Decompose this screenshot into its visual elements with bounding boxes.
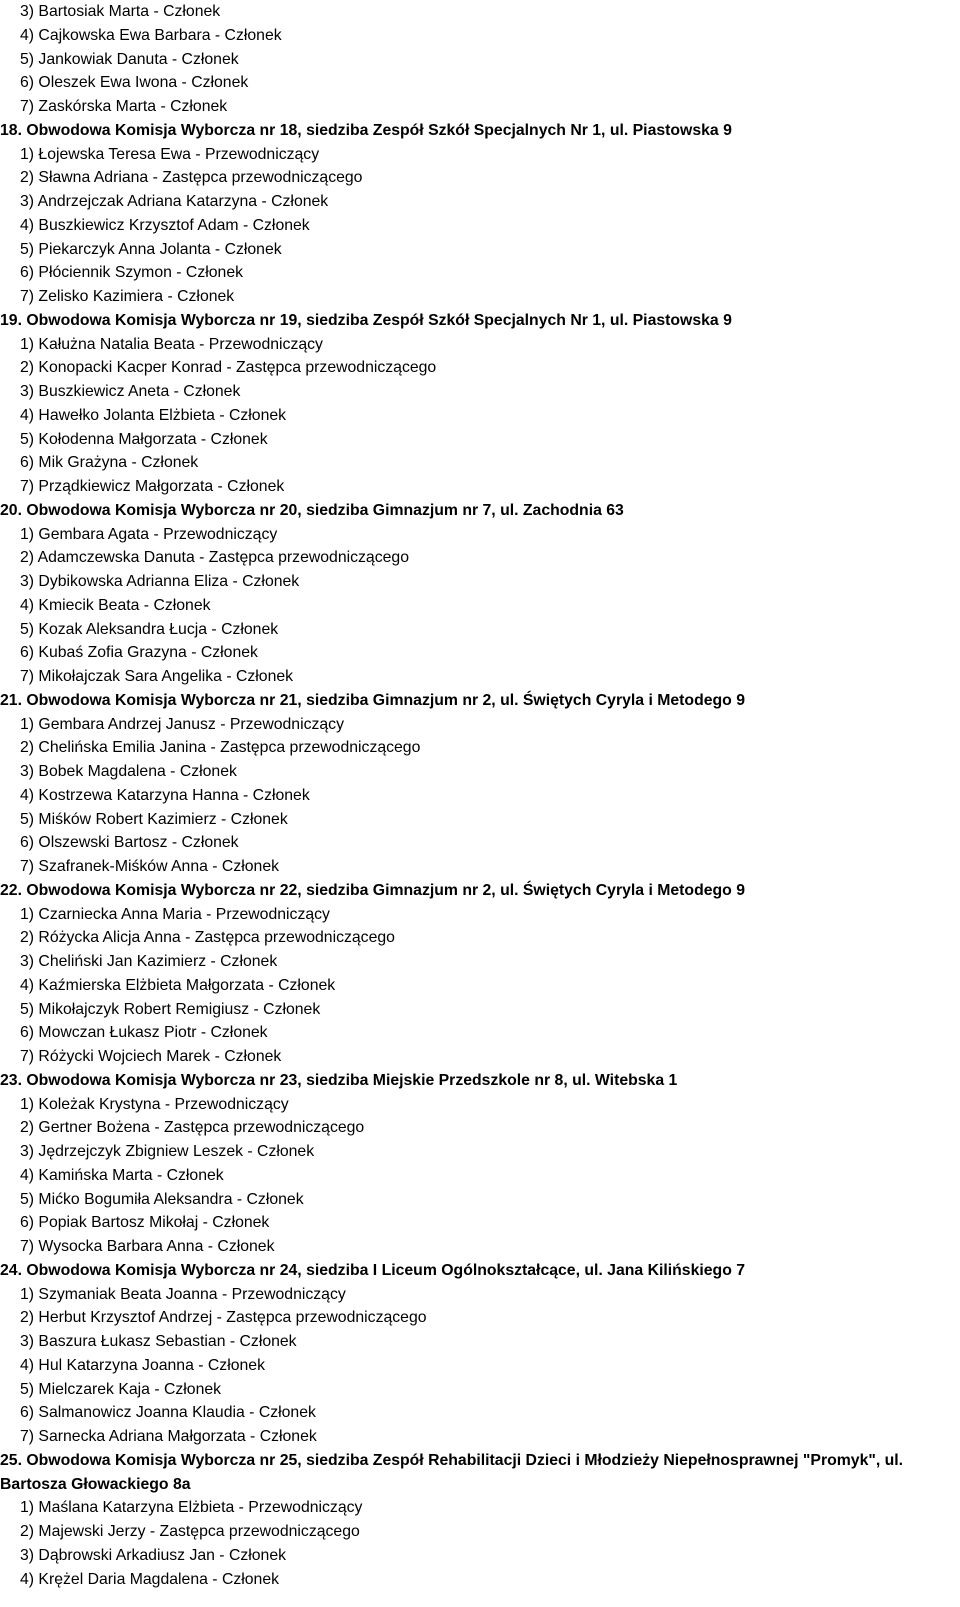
member-line: 7) Sarnecka Adriana Małgorzata - Członek <box>20 1428 317 1445</box>
commission-heading: 22. Obwodowa Komisja Wyborcza nr 22, siedziba Gimnazjum nr 2, ul. Świętych Cyryla i Metodego 9 <box>0 881 745 899</box>
member-line: 1) Kałużna Natalia Beata - Przewodniczący <box>20 335 323 353</box>
member-line: 6) Salmanowicz Joanna Klaudia - Członek <box>20 1404 316 1422</box>
member-line: 5) Mićko Bogumiła Aleksandra - Członek <box>20 1190 304 1208</box>
member-line: 3) Dąbrowski Arkadiusz Jan - Członek <box>20 1546 287 1564</box>
commission-heading: 25. Obwodowa Komisja Wyborcza nr 25, siedziba Zespół Rehabilitacji Dzieci i Młodzieży Niepełnosprawnej "Promyk", ul. Bartosza Głowackiego 8a <box>0 1451 904 1493</box>
member-line: 5) Piekarczyk Anna Jolanta - Członek <box>20 240 282 258</box>
member-line: 2) Herbut Krzysztof Andrzej - Zastępca przewodniczącego <box>20 1309 427 1327</box>
commission-heading: 19. Obwodowa Komisja Wyborcza nr 19, siedziba Zespół Szkół Specjalnych Nr 1, ul. Piastowska 9 <box>0 311 732 329</box>
member-line: 7) Różycki Wojciech Marek - Członek <box>20 1048 282 1065</box>
member-line: 1) Gembara Agata - Przewodniczący <box>20 525 278 543</box>
member-line: 4) Kostrzewa Katarzyna Hanna - Członek <box>20 786 310 804</box>
member-line: 3) Andrzejczak Adriana Katarzyna - Członek <box>20 193 329 210</box>
member-line: 7) Szafranek-Miśków Anna - Członek <box>20 858 279 875</box>
member-line: 5) Kołodenna Małgorzata - Członek <box>20 430 268 448</box>
member-line: 5) Mikołajczyk Robert Remigiusz - Członek <box>20 1000 321 1018</box>
member-line: 6) Płóciennik Szymon - Członek <box>20 264 243 282</box>
member-line: 1) Łojewska Teresa Ewa - Przewodniczący <box>20 145 320 163</box>
member-line: 5) Miśków Robert Kazimierz - Członek <box>20 810 288 828</box>
member-line: 3) Baszura Łukasz Sebastian - Członek <box>20 1333 297 1350</box>
member-line: 3) Jędrzejczyk Zbigniew Leszek - Członek <box>20 1143 315 1160</box>
member-line: 2) Różycka Alicja Anna - Zastępca przewodniczącego <box>20 929 395 947</box>
member-line: 2) Adamczewska Danuta - Zastępca przewodniczącego <box>20 549 409 567</box>
member-line: 6) Olszewski Bartosz - Członek <box>20 834 239 852</box>
member-line: 4) Hawełko Jolanta Elżbieta - Członek <box>20 406 287 424</box>
member-line: 6) Kubaś Zofia Grazyna - Członek <box>20 644 258 662</box>
commission-heading: 24. Obwodowa Komisja Wyborcza nr 24, siedziba I Liceum Ogólnokształcące, ul. Jana Kilińskiego 7 <box>0 1261 746 1279</box>
commission-heading: 20. Obwodowa Komisja Wyborcza nr 20, siedziba Gimnazjum nr 7, ul. Zachodnia 63 <box>0 501 624 519</box>
member-line: 2) Gertner Bożena - Zastępca przewodniczącego <box>20 1119 365 1137</box>
member-line: 4) Kmiecik Beata - Członek <box>20 596 211 614</box>
member-line: 2) Majewski Jerzy - Zastępca przewodniczącego <box>20 1523 360 1540</box>
member-line: 4) Buszkiewicz Krzysztof Adam - Członek <box>20 216 310 234</box>
member-line: 2) Sławna Adriana - Zastępca przewodniczącego <box>20 169 363 187</box>
member-line: 2) Konopacki Kacper Konrad - Zastępca przewodniczącego <box>20 359 437 377</box>
member-line: 5) Kozak Aleksandra Łucja - Członek <box>20 620 279 638</box>
member-line: 4) Krężel Daria Magdalena - Członek <box>20 1570 280 1588</box>
member-line: 7) Mikołajczak Sara Angelika - Członek <box>20 668 294 685</box>
commission-heading: 23. Obwodowa Komisja Wyborcza nr 23, siedziba Miejskie Przedszkole nr 8, ul. Witebska 1 <box>0 1071 678 1089</box>
member-line: 7) Zaskórska Marta - Członek <box>20 98 228 115</box>
commission-heading: 18. Obwodowa Komisja Wyborcza nr 18, siedziba Zespół Szkół Specjalnych Nr 1, ul. Piastowska 9 <box>0 121 732 139</box>
member-line: 4) Kaźmierska Elżbieta Małgorzata - Członek <box>20 976 336 994</box>
member-line: 1) Szymaniak Beata Joanna - Przewodniczący <box>20 1285 346 1303</box>
member-line: 5) Jankowiak Danuta - Członek <box>20 50 239 68</box>
member-line: 7) Prządkiewicz Małgorzata - Członek <box>20 478 285 495</box>
member-line: 4) Cajkowska Ewa Barbara - Członek <box>20 26 282 44</box>
member-line: 6) Mowczan Łukasz Piotr - Członek <box>20 1024 268 1042</box>
member-line: 3) Buszkiewicz Aneta - Członek <box>20 383 241 400</box>
member-line: 1) Czarniecka Anna Maria - Przewodniczący <box>20 905 330 923</box>
member-line: 3) Dybikowska Adrianna Eliza - Członek <box>20 573 300 590</box>
member-line: 1) Maślana Katarzyna Elżbieta - Przewodniczący <box>20 1499 363 1517</box>
member-line: 6) Mik Grażyna - Członek <box>20 454 199 472</box>
member-line: 5) Mielczarek Kaja - Członek <box>20 1380 222 1398</box>
member-line: 7) Zelisko Kazimiera - Członek <box>20 288 235 305</box>
member-line: 1) Gembara Andrzej Janusz - Przewodniczący <box>20 715 344 733</box>
member-line: 4) Hul Katarzyna Joanna - Członek <box>20 1356 265 1374</box>
member-line: 3) Bobek Magdalena - Członek <box>20 763 237 780</box>
member-line: 6) Popiak Bartosz Mikołaj - Członek <box>20 1214 270 1232</box>
member-line: 3) Bartosiak Marta - Członek <box>20 3 221 20</box>
member-line: 2) Chelińska Emilia Janina - Zastępca przewodniczącego <box>20 739 421 757</box>
member-line: 1) Koleżak Krystyna - Przewodniczący <box>20 1095 289 1113</box>
member-line: 4) Kamińska Marta - Członek <box>20 1166 224 1184</box>
member-line: 3) Cheliński Jan Kazimierz - Członek <box>20 953 278 970</box>
commission-heading: 21. Obwodowa Komisja Wyborcza nr 21, siedziba Gimnazjum nr 2, ul. Świętych Cyryla i Metodego 9 <box>0 691 745 709</box>
member-line: 6) Oleszek Ewa Iwona - Członek <box>20 74 249 92</box>
member-line: 7) Wysocka Barbara Anna - Członek <box>20 1238 275 1255</box>
